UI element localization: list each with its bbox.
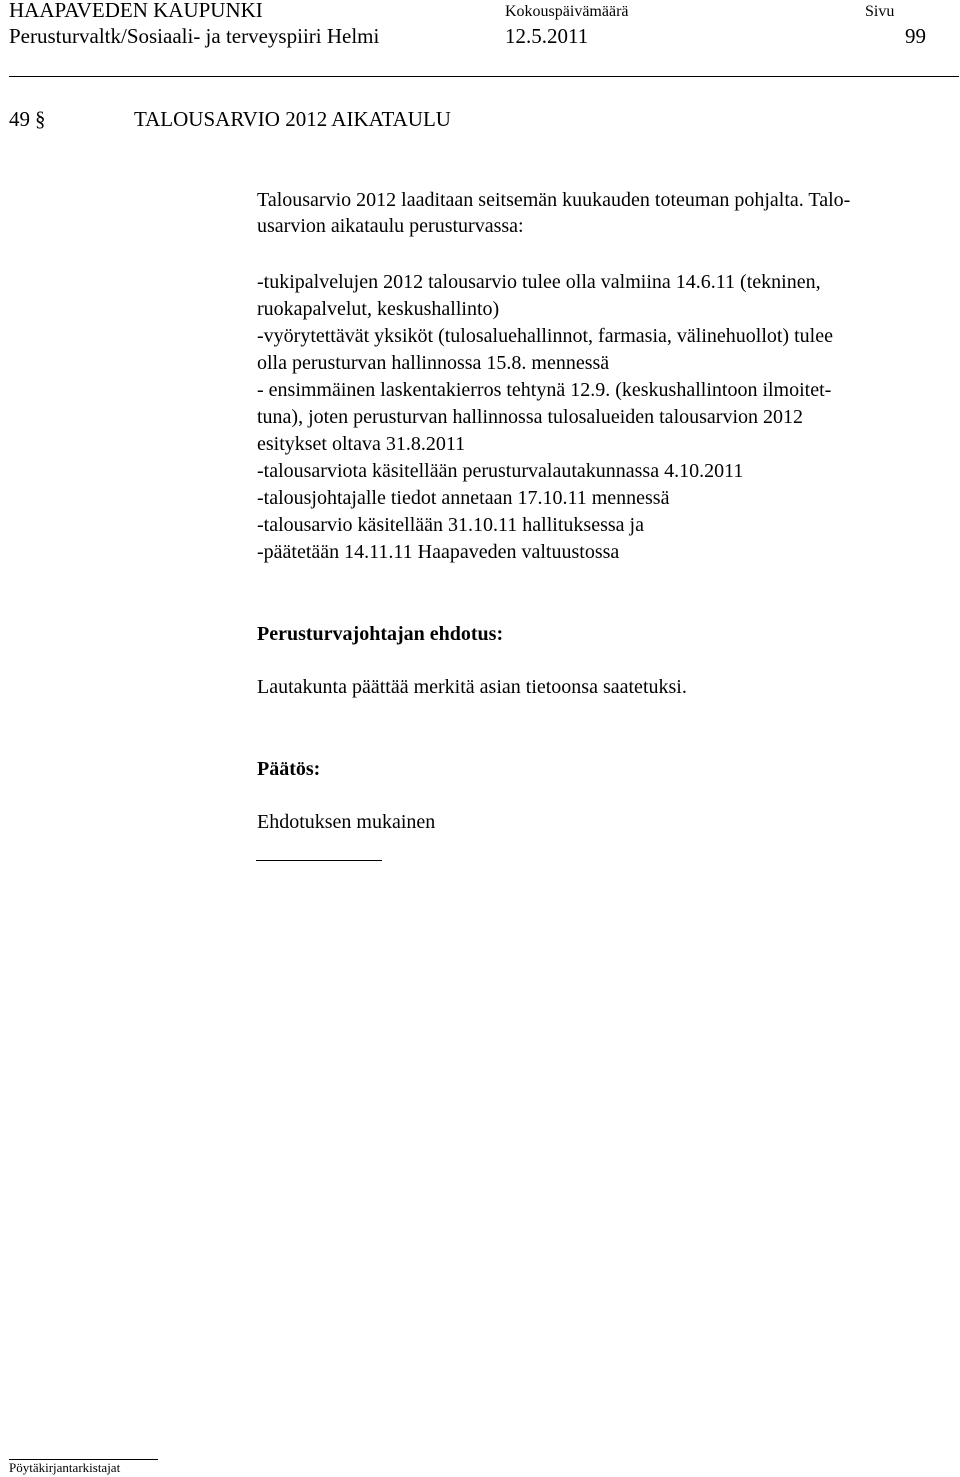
- decision-heading: Päätös:: [257, 758, 321, 780]
- signature-line: [256, 860, 382, 861]
- schedule-line: -talousarvio käsitellään 31.10.11 hallituksessa ja: [257, 514, 644, 536]
- schedule-line: -vyörytettävät yksiköt (tulosaluehallinnot, farmasia, välinehuollot) tulee: [257, 325, 833, 347]
- schedule-line: ruokapalvelut, keskushallinto): [257, 298, 500, 320]
- section-title: TALOUSARVIO 2012 AIKATAULU: [134, 107, 451, 131]
- decision-text: Ehdotuksen mukainen: [257, 811, 436, 833]
- meeting-date: 12.5.2011: [505, 24, 589, 48]
- footer-label: Pöytäkirjantarkistajat: [9, 1460, 121, 1475]
- municipality-name: HAAPAVEDEN KAUPUNKI: [9, 0, 263, 22]
- meeting-date-label: Kokouspäivämäärä: [505, 3, 629, 20]
- page-label: Sivu: [865, 3, 895, 20]
- schedule-list: [257, 269, 833, 566]
- proposal-heading: Perusturvajohtajan ehdotus:: [257, 623, 504, 645]
- schedule-line: olla perusturvan hallinnossa 15.8. mennessä: [257, 352, 610, 374]
- schedule-line: -talousarviota käsitellään perusturvalautakunnassa 4.10.2011: [257, 460, 744, 482]
- intro-line: Talousarvio 2012 laaditaan seitsemän kuukauden toteuman pohjalta. Talo-: [257, 189, 851, 211]
- schedule-line: - ensimmäinen laskentakierros tehtynä 12.9. (keskushallintoon ilmoitet-: [257, 379, 832, 401]
- page-number: 99: [905, 24, 926, 48]
- schedule-line: -tukipalvelujen 2012 talousarvio tulee olla valmiina 14.6.11 (tekninen,: [257, 271, 821, 293]
- header-divider: [9, 76, 959, 77]
- section-number: 49: [9, 107, 30, 131]
- schedule-line: -talousjohtajalle tiedot annetaan 17.10.11 mennessä: [257, 487, 670, 509]
- section-symbol: §: [35, 107, 46, 131]
- intro-paragraph: [257, 187, 850, 239]
- committee-name: Perusturvaltk/Sosiaali- ja terveyspiiri Helmi: [9, 24, 380, 48]
- schedule-line: -päätetään 14.11.11 Haapaveden valtuustossa: [257, 541, 620, 563]
- schedule-line: tuna), joten perusturvan hallinnossa tulosalueiden talousarvion 2012: [257, 406, 803, 428]
- intro-line: usarvion aikataulu perusturvassa:: [257, 215, 524, 237]
- proposal-text: Lautakunta päättää merkitä asian tietoonsa saatetuksi.: [257, 676, 687, 698]
- schedule-line: esitykset oltava 31.8.2011: [257, 433, 466, 455]
